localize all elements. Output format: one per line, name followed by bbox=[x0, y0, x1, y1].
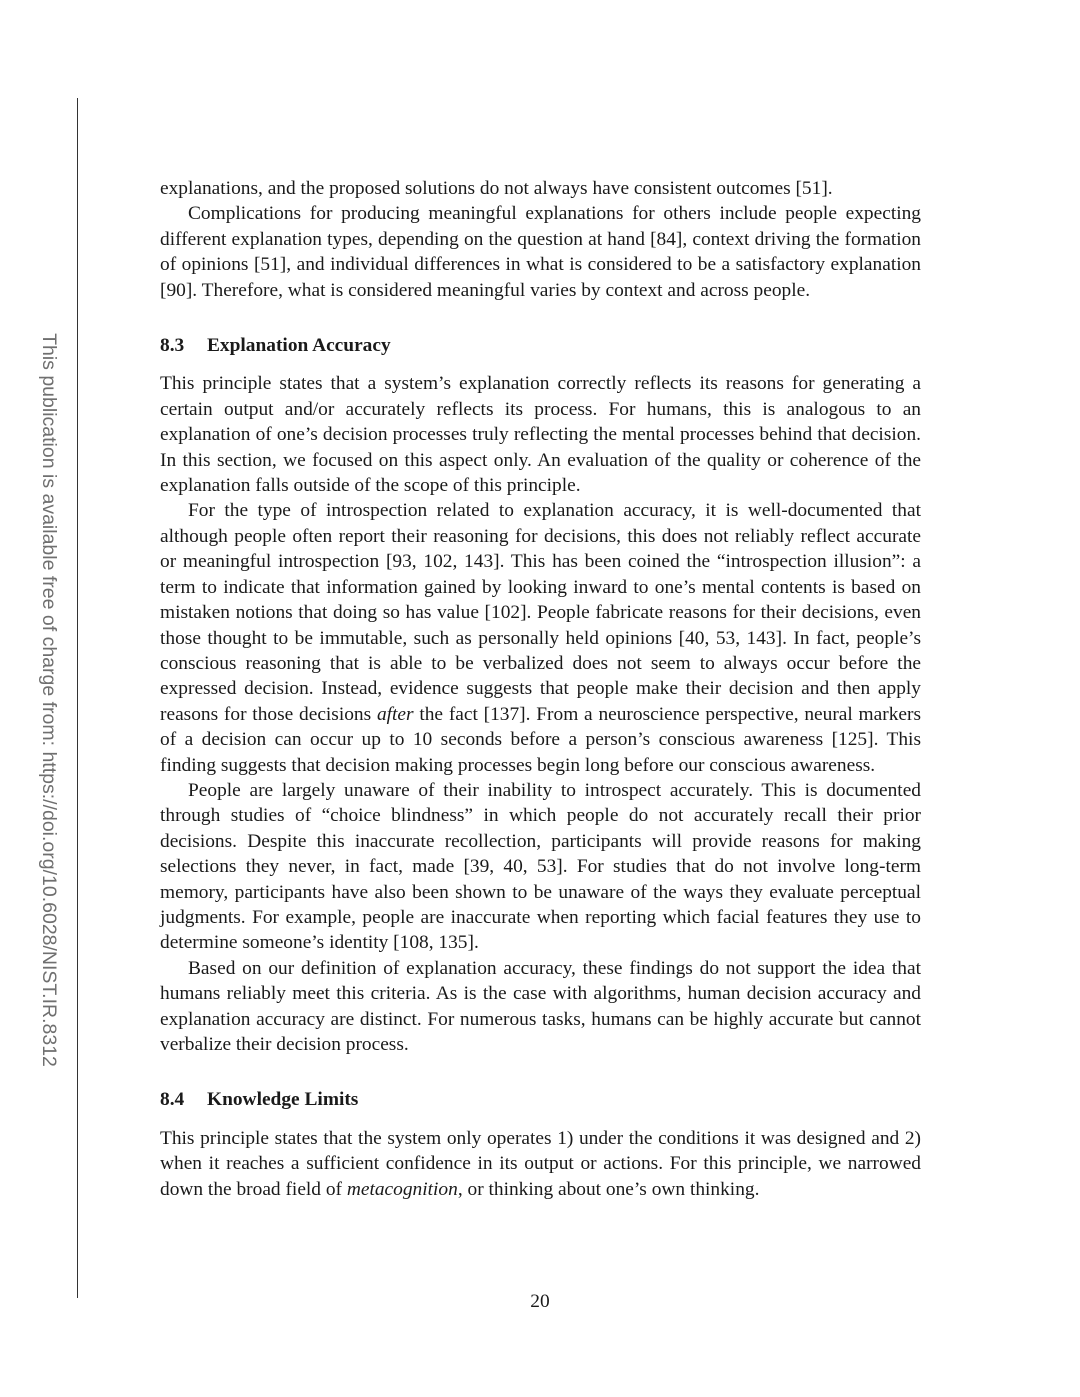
paragraph-knowledge-limits bbox=[160, 1126, 921, 1202]
section-title: Knowledge Limits bbox=[207, 1089, 359, 1111]
page-body bbox=[160, 176, 921, 1202]
emphasis-metacognition: metacognition bbox=[346, 1178, 458, 1200]
text-span: , or thinking about one’s own thinking. bbox=[457, 1178, 760, 1200]
section-title: Explanation Accuracy bbox=[207, 335, 391, 357]
paragraph-meaningful-explanations: Complications for producing meaningful explanations for others include people expecting different explanation types, depending on the question at hand [84], context driving the formation of opinions [51], and individual differences in what is considered to be a satisfactory explanation [90]. Therefore, what is considered meaningful varies by context and across people. bbox=[160, 203, 921, 301]
paragraph-accuracy-conclusion: Based on our definition of explanation accuracy, these findings do not support the idea that humans reliably meet this criteria. As is the case with algorithms, human decision accuracy and explanation accuracy are distinct. For numerous tasks, humans can be highly accurate but cannot verbalize their decision process. bbox=[160, 957, 921, 1055]
page-number: 20 bbox=[530, 1291, 550, 1312]
paragraph-choice-blindness: People are largely unaware of their inability to introspect accurately. This is documented through studies of “choice blindness” in which people do not accurately recall their prior decisions. Despite this inaccurate recollection, participants will provide reasons for making selections they never, in fact, made [39, 40, 53]. For studies that do not involve long-term memory, participants have also been shown to be unaware of the ways they evaluate perceptual judgments. For example, people are inaccurate when reporting which facial features they use to determine someone’s identity [108, 135]. bbox=[160, 779, 921, 954]
section-number: 8.3 bbox=[160, 335, 185, 357]
emphasis-after: after bbox=[376, 703, 414, 725]
availability-side-note: This publication is available free of charge from: https://doi.org/10.6028/NIST.IR.8312 bbox=[38, 333, 60, 1067]
section-number: 8.4 bbox=[160, 1089, 185, 1111]
text-span: This principle states that the system only operates 1) under the conditions it was designed and 2) when it reaches a sufficient confidence in its output or actions. For this principle, we narrowed down the broad field of bbox=[160, 1127, 921, 1200]
margin-rule bbox=[77, 98, 78, 1298]
paragraph-accuracy-definition: This principle states that a system’s explanation correctly reflects its reasons for generating a certain output and/or accurately reflects its process. For humans, this is analogous to an explanation of one’s decision processes truly reflecting the mental processes behind that decision. In this section, we focused on this aspect only. An evaluation of the quality or coherence of the explanation falls outside of the scope of this principle. bbox=[160, 373, 921, 497]
section-heading-8-4 bbox=[160, 1087, 921, 1112]
section-heading-8-3 bbox=[160, 333, 921, 358]
text-span: the fact [137]. From a neuroscience perspective, neural markers of a decision can occur up to 10 seconds before a person’s conscious awareness [125]. This finding suggests that decision making processes begin long before our conscious awareness. bbox=[160, 703, 921, 776]
paragraph-introspection bbox=[160, 498, 921, 777]
paragraph-continuation: explanations, and the proposed solutions do not always have consistent outcomes [51]. bbox=[160, 178, 833, 199]
text-span: For the type of introspection related to explanation accuracy, it is well-documented that although people often report their reasoning for decisions, this does not reliably reflect accurate or meaningful introspection [93, 102, 143]. This has been coined the “introspection illusion”: a term to indicate that information gained by looking inward to one’s mental contents is based on mistaken notions that doing so has value [102]. People fabricate reasons for their decisions, even those thought to be immutable, such as personally held opinions [40, 53, 143]. In fact, people’s conscious reasoning that is able to be verbalized does not seem to always occur before the expressed decision. Instead, evidence suggests that people make their decision and then apply reasons for those decisions bbox=[160, 500, 921, 725]
